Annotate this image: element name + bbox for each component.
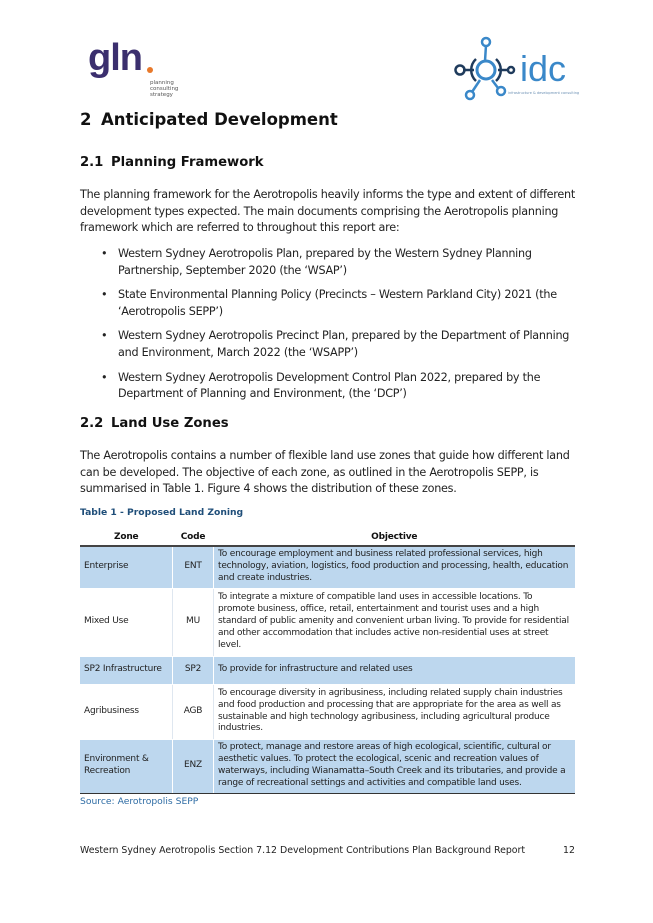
land-zoning-table xyxy=(80,528,575,794)
gln-logo-dot xyxy=(147,67,153,73)
idc-logo xyxy=(452,35,582,105)
section-heading-planning-framework xyxy=(80,155,264,170)
table-source: Source: Aerotropolis SEPP xyxy=(80,796,199,807)
heading-title: Anticipated Development xyxy=(101,110,338,129)
cell-zone: Agribusiness xyxy=(80,684,173,739)
land-use-zones-intro: The Aerotropolis contains a number of flexible land use zones that guide how different land can be developed. The objective of each zone, as outlined in the Aerotropolis SEPP, is summarised in Table 1. Figure 4 shows the distribution of these zones. xyxy=(80,449,570,496)
gln-tagline-line: planning xyxy=(150,80,174,86)
list-item xyxy=(80,328,580,361)
list-item-text: State Environmental Planning Policy (Precincts – Western Parkland City) 2021 (the ‘Aerotropolis SEPP’) xyxy=(118,288,557,318)
gln-logo-tagline xyxy=(150,80,178,99)
idc-logo-subtitle: infrastructure & development consulting xyxy=(508,91,580,95)
page-number: 12 xyxy=(563,845,575,856)
bullet-icon: • xyxy=(101,288,108,302)
table-caption: Table 1 - Proposed Land Zoning xyxy=(80,507,244,518)
bullet-icon: • xyxy=(101,329,108,343)
section-number: 2.1 xyxy=(80,155,104,170)
cell-zone: Mixed Use xyxy=(80,588,173,656)
column-header-zone: Zone xyxy=(80,528,173,546)
planning-framework-intro: The planning framework for the Aerotropolis heavily informs the type and extent of different development types expected. The main documents comprising the Aerotropolis planning framework which are referred to throughout this report are: xyxy=(80,188,576,235)
table-row xyxy=(80,656,575,684)
idc-logo-word: idc xyxy=(520,48,567,89)
table-row xyxy=(80,588,575,656)
table-row xyxy=(80,546,575,588)
cell-code: SP2 xyxy=(173,656,214,684)
footer-title: Western Sydney Aerotropolis Section 7.12 Development Contributions Plan Background Report xyxy=(80,845,526,856)
page-heading xyxy=(80,110,338,129)
section-heading-land-use-zones xyxy=(80,416,229,431)
cell-zone: SP2 Infrastructure xyxy=(80,656,173,684)
heading-number: 2 xyxy=(80,110,92,129)
gln-tagline-line: strategy xyxy=(150,92,173,99)
list-item-text: Western Sydney Aerotropolis Precinct Plan, prepared by the Department of Planning and Environment, March 2022 (the ‘WSAPP’) xyxy=(118,329,570,359)
gln-logo-word: gln xyxy=(88,37,142,79)
bullet-icon: • xyxy=(101,247,108,260)
cell-zone: Enterprise xyxy=(80,546,173,588)
planning-documents-list xyxy=(80,246,580,411)
gln-tagline-line: consulting xyxy=(150,86,179,93)
gln-logo xyxy=(88,38,198,98)
cell-objective: To protect, manage and restore areas of high ecological, scientific, cultural or aesthetic values. To protect the ecological, scenic and recreation values of waterways, including Wianamatta–South Creek and its tributaries, and provide a range of recreational settings and activities and compatible land uses. xyxy=(214,739,576,793)
cell-code: ENT xyxy=(173,546,214,588)
list-item-text: Western Sydney Aerotropolis Development Control Plan 2022, prepared by the Department of Planning and Environment, (the ‘DCP’) xyxy=(118,370,541,401)
list-item xyxy=(80,370,580,403)
cell-objective: To encourage diversity in agribusiness, including related supply chain industries and food production and processing that are appropriate for the area as well as sustainable and high technology agribusiness, including agricultural produce industries. xyxy=(214,684,576,739)
table-row xyxy=(80,684,575,739)
column-header-code: Code xyxy=(173,528,214,546)
list-item xyxy=(80,287,580,320)
table-header-row xyxy=(80,528,575,546)
list-item xyxy=(80,246,580,279)
cell-zone: Environment & Recreation xyxy=(80,739,173,793)
table-row xyxy=(80,739,575,793)
cell-objective: To integrate a mixture of compatible land uses in accessible locations. To promote business, office, retail, entertainment and tourist uses and a high standard of public amenity and convenient urban living. To provide for residential and other accommodation that includes active non-residential uses at street level. xyxy=(214,588,576,656)
cell-objective: To provide for infrastructure and related uses xyxy=(214,656,576,684)
bullet-icon: • xyxy=(101,370,108,384)
section-number: 2.2 xyxy=(80,416,104,431)
cell-objective: To encourage employment and business related professional services, high technology, aviation, logistics, food production and processing, health, education and create industries. xyxy=(214,546,576,588)
cell-code: ENZ xyxy=(173,739,214,793)
section-title: Land Use Zones xyxy=(111,416,229,431)
column-header-objective: Objective xyxy=(214,528,576,546)
cell-code: MU xyxy=(173,588,214,656)
list-item-text: Western Sydney Aerotropolis Plan, prepared by the Western Sydney Planning Partnership, September 2020 (the ‘WSAP’) xyxy=(118,247,532,277)
cell-code: AGB xyxy=(173,684,214,739)
section-title: Planning Framework xyxy=(111,155,264,170)
